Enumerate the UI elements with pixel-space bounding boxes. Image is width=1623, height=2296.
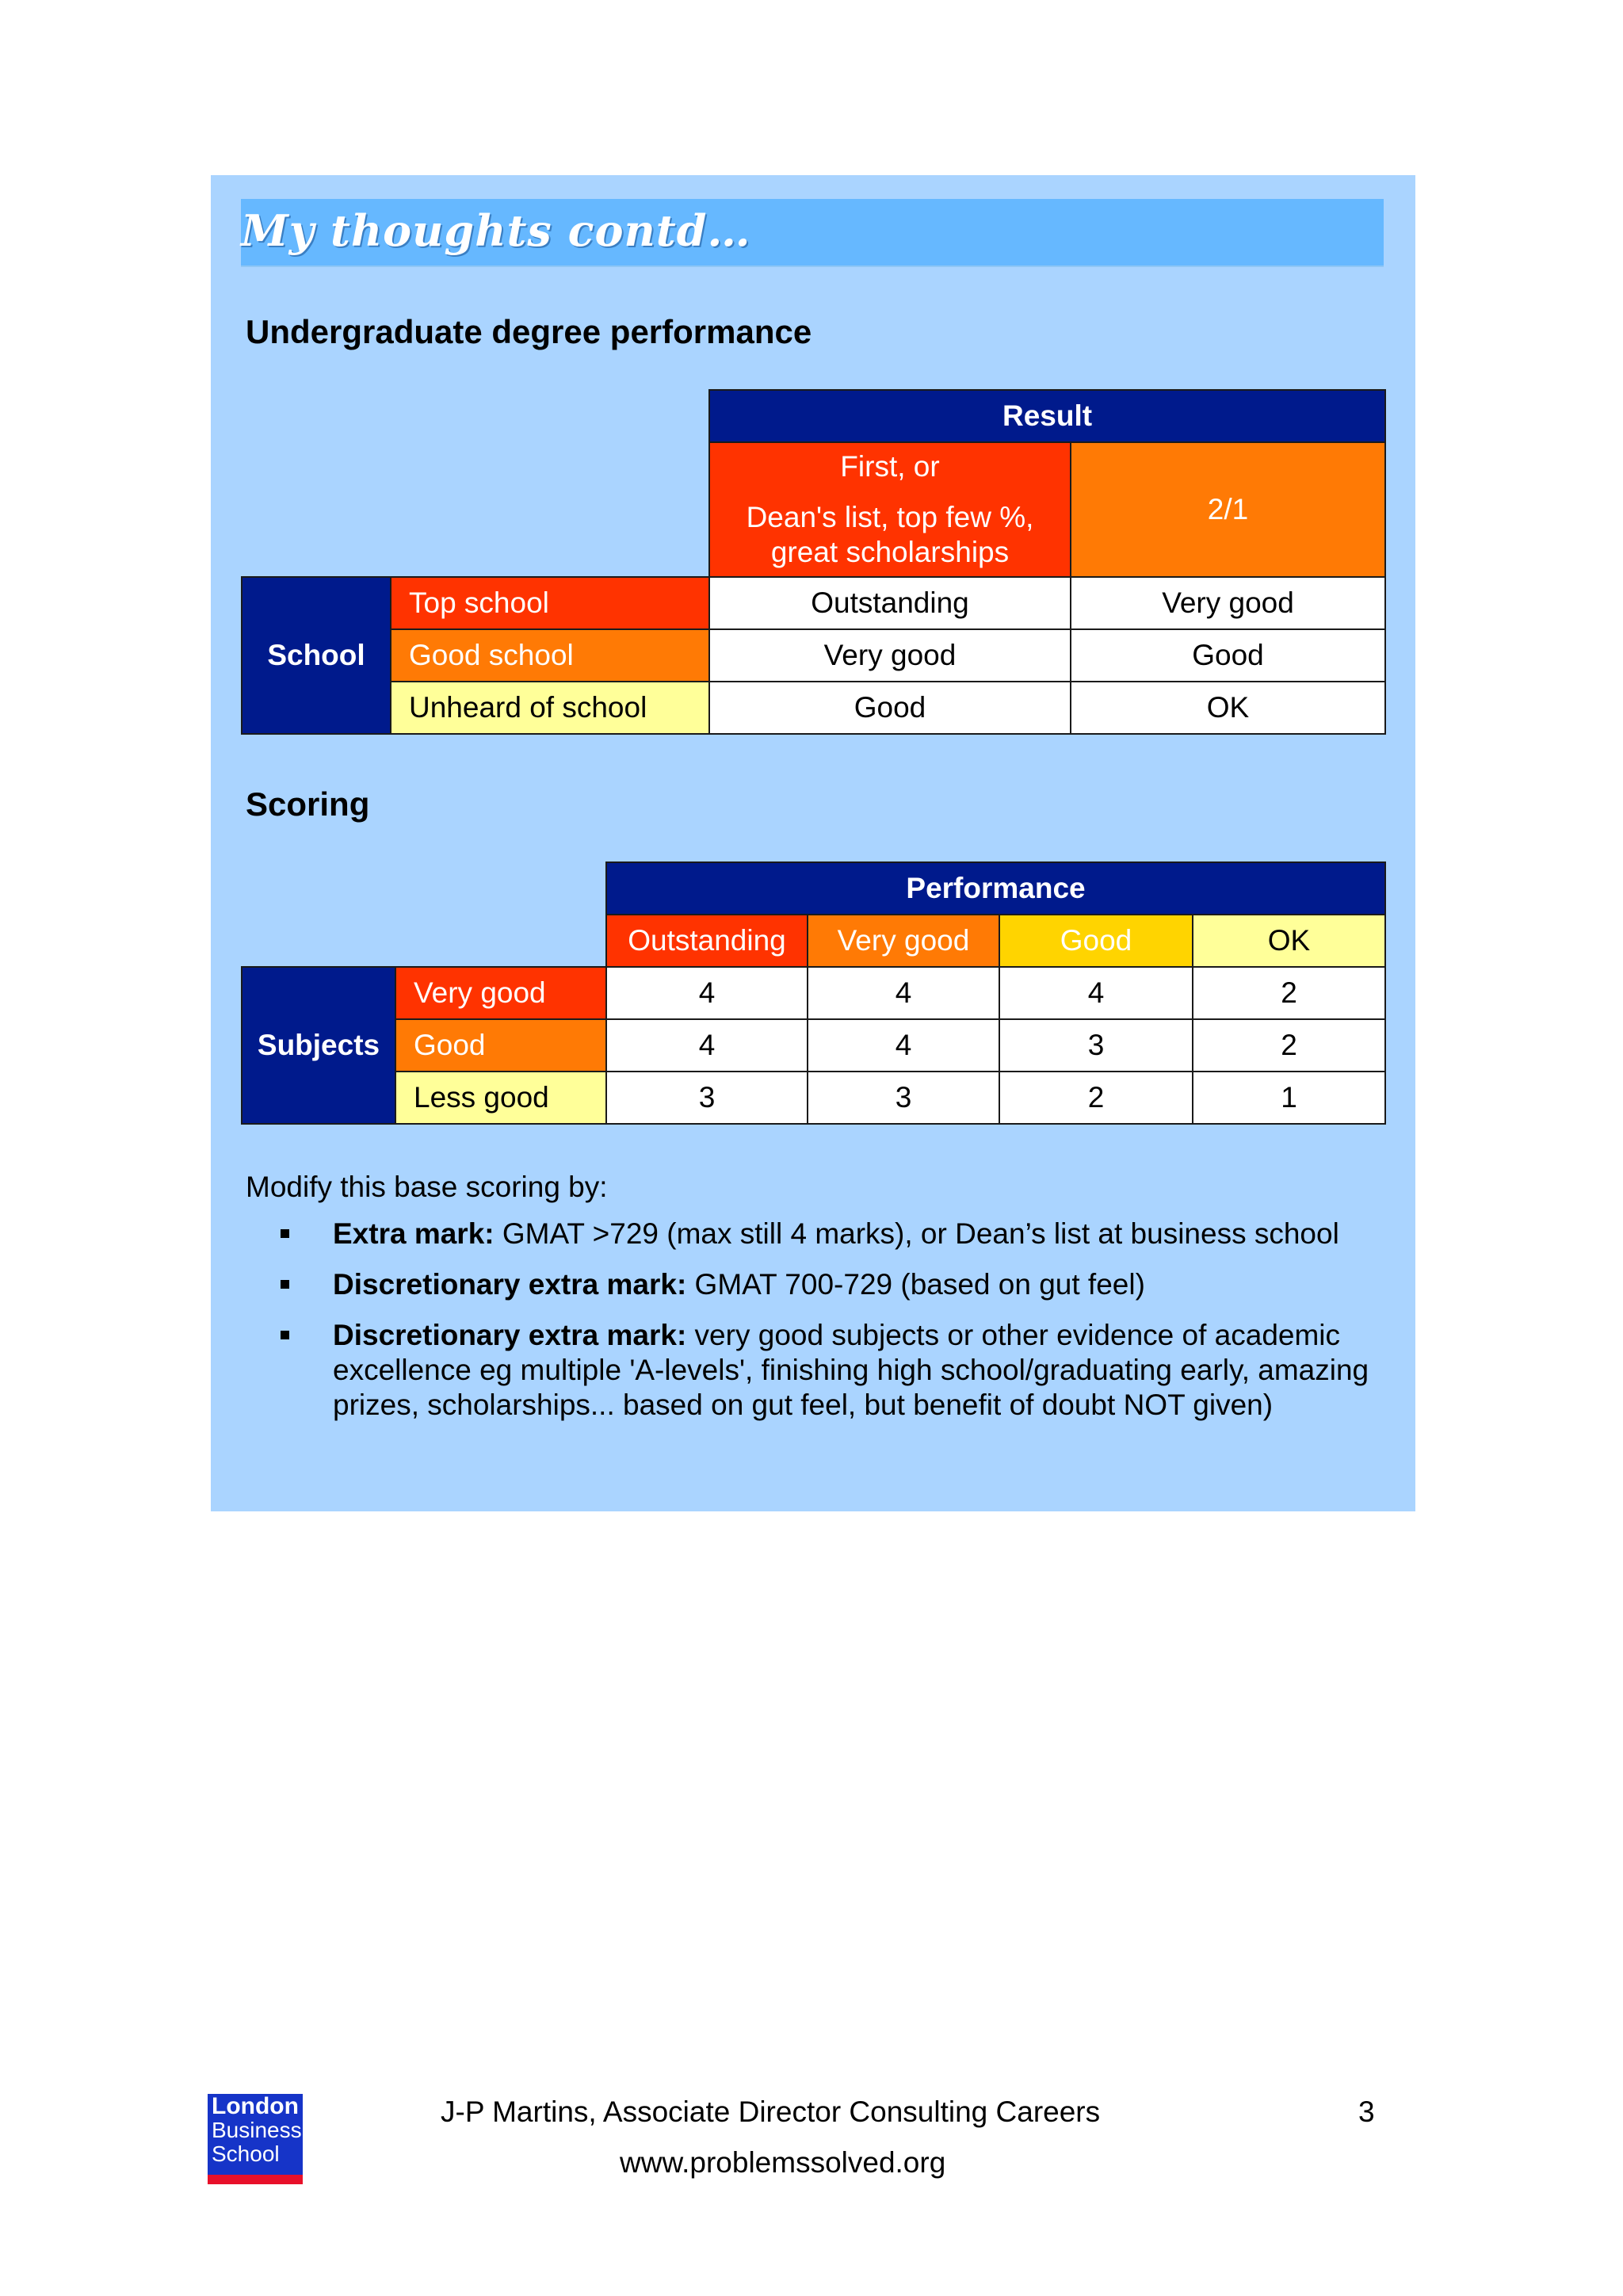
logo-line-3: School [212, 2141, 280, 2166]
content-panel [211, 175, 1415, 1511]
result-header: Result [709, 390, 1385, 442]
london-business-school-logo [208, 2094, 303, 2184]
school-group-label: School [242, 577, 391, 734]
row-label-good-school: Good school [391, 629, 709, 682]
footer-author: J-P Martins, Associate Director Consulting Careers [441, 2095, 1101, 2128]
table-cell: 4 [808, 1019, 999, 1072]
table-cell: 3 [999, 1019, 1193, 1072]
list-item [281, 1267, 1390, 1302]
bullet-square-icon [281, 1280, 289, 1289]
title-banner [241, 199, 1384, 267]
result-col-first [709, 442, 1071, 577]
table-cell: 2 [999, 1072, 1193, 1124]
degree-performance-table [241, 389, 1386, 735]
result-first-line-3: great scholarships [770, 536, 1010, 568]
bullet-text: GMAT >729 (max still 4 marks), or Dean’s list at business school [494, 1217, 1339, 1250]
row-label-very-good: Very good [395, 967, 606, 1019]
logo-line-2: Business [212, 2118, 302, 2142]
table-cell: 4 [606, 1019, 808, 1072]
list-item [281, 1217, 1390, 1251]
footer-url: www.problemssolved.org [620, 2146, 946, 2179]
performance-header: Performance [606, 862, 1385, 915]
table-row [242, 1072, 1385, 1124]
subjects-group-label: Subjects [242, 967, 395, 1124]
table-cell: Very good [709, 629, 1071, 682]
result-first-line-1: First, or [840, 450, 940, 483]
list-item [281, 1318, 1390, 1423]
table-row [242, 577, 1385, 629]
bullet-bold-label: Extra mark: [333, 1217, 495, 1250]
table-cell: 2 [1193, 1019, 1385, 1072]
page-number: 3 [1358, 2095, 1375, 2128]
modifier-list [281, 1217, 1390, 1438]
row-label-unheard-school: Unheard of school [391, 682, 709, 734]
bullet-text: very good subjects or other evidence of academic excellence eg multiple 'A-levels', finishing high school/graduating early, amazing prizes, scholarships... based on gut feel, but benefit of doubt NOT given) [333, 1319, 1369, 1421]
perf-col-good: Good [999, 915, 1193, 967]
table-cell: 3 [606, 1072, 808, 1124]
table-cell: 4 [606, 967, 808, 1019]
modify-intro: Modify this base scoring by: [246, 1171, 608, 1203]
table-row [242, 629, 1385, 682]
table-corner [242, 390, 709, 577]
result-first-line-2: Dean's list, top few %, [746, 501, 1034, 533]
table-cell: Very good [1071, 577, 1385, 629]
perf-col-very-good: Very good [808, 915, 999, 967]
table-row [242, 967, 1385, 1019]
table-cell: Outstanding [709, 577, 1071, 629]
table-row [242, 1019, 1385, 1072]
bullet-text: GMAT 700-729 (based on gut feel) [686, 1268, 1145, 1301]
bullet-bold-label: Discretionary extra mark: [333, 1268, 687, 1301]
banner-title: My thoughts contd… [241, 205, 751, 256]
row-label-top-school: Top school [391, 577, 709, 629]
table-corner [242, 862, 606, 967]
logo-line-1: London [212, 2093, 299, 2119]
bullet-square-icon [281, 1331, 289, 1339]
bullet-square-icon [281, 1229, 289, 1238]
table-cell: OK [1071, 682, 1385, 734]
table-cell: Good [709, 682, 1071, 734]
table-cell: 3 [808, 1072, 999, 1124]
result-col-second: 2/1 [1071, 442, 1385, 577]
table-cell: 4 [808, 967, 999, 1019]
table-cell: 4 [999, 967, 1193, 1019]
section-heading-degree: Undergraduate degree performance [246, 313, 812, 350]
row-label-good: Good [395, 1019, 606, 1072]
row-label-less-good: Less good [395, 1072, 606, 1124]
table-cell: Good [1071, 629, 1385, 682]
perf-col-outstanding: Outstanding [606, 915, 808, 967]
section-heading-scoring: Scoring [246, 785, 370, 823]
scoring-table [241, 861, 1386, 1125]
table-cell: 2 [1193, 967, 1385, 1019]
table-row [242, 682, 1385, 734]
table-cell: 1 [1193, 1072, 1385, 1124]
bullet-bold-label: Discretionary extra mark: [333, 1319, 687, 1351]
perf-col-ok: OK [1193, 915, 1385, 967]
